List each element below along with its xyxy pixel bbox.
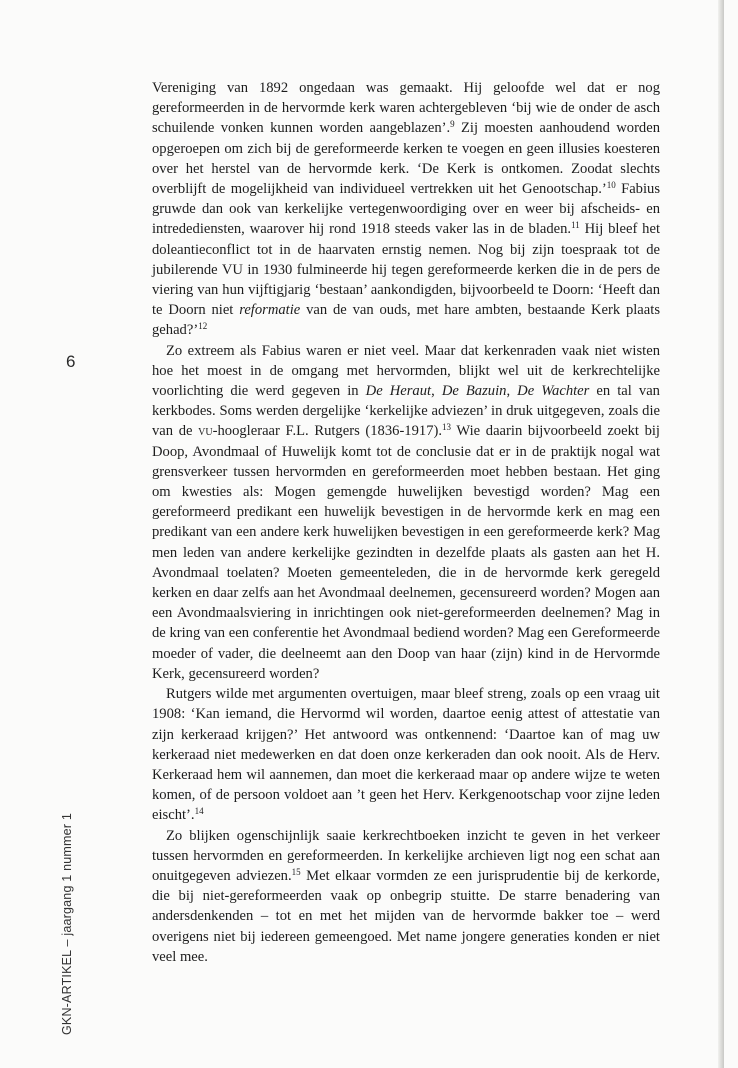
text-run: Zo blijken ogenschijnlijk saaie kerkrechtboeken inzicht te geven in het verkeer tussen hervormden en gereformeerden. In kerkelijke archieven ligt nog een schat aan onuitgegeven adviezen.: [152, 827, 660, 884]
text-run: Met elkaar vormden ze een jurisprudentie bij de kerkorde, die bij niet-gereformeerden vaak op onbegrip stuitte. De starre benadering van andersdenkenden – tot en met het mijden van de hervormde bakker toe – werd overigens niet bij iedereen gemeengoed. Met name jongere generaties konden er niet veel mee.: [152, 867, 660, 965]
text-run: Zij moesten aanhoudend worden opgeroepen om zich bij de gereformeerde kerken te voegen en geen illusies koesteren over het herstel van de hervormde kerk. ‘De Kerk is ontkomen. Zoodat slechts overblijft de mogelijkheid van individueel vertrekken uit het Genootschap.’: [152, 120, 660, 198]
text-run: Rutgers wilde met argumenten overtuigen, maar bleef streng, zoals op een vraag uit 1908: ‘Kan iemand, die Hervormd wil worden, daartoe eenig attest of attestatie van zijn kerkeraad krijgen?’ Het antwoord was ontkennend: ‘Daartoe kan of mag uw kerkeraad niet medewerken en dat doen onze kerkeraden dan ook nooit. Als de Herv. Kerkeraad hem wil aannemen, dan moet die kerkeraad maar op andere wijze te weten komen, of de persoon voldoet aan ’t geen het Herv. Kerkgenootschap voor zijne leden eischt’.: [152, 686, 660, 824]
footnote-ref-12[interactable]: 12: [198, 321, 208, 332]
footnote-ref-14[interactable]: 14: [194, 806, 204, 817]
text-run: en tal van kerkbodes. Soms werden dergelijke ‘kerkelijke adviezen’ in druk uitgegeven, zoals die van de: [152, 383, 660, 440]
emphasis: De Heraut: [365, 383, 432, 400]
footnote-ref-13[interactable]: 13: [442, 422, 452, 433]
footnote-ref-9[interactable]: 9: [450, 119, 455, 130]
text-run: -hoogleraar F.L. Rutgers (1836-1917).: [212, 423, 443, 440]
emphasis: reformatie: [239, 302, 301, 319]
text-run: Fabius gruwde dan ook van kerkelijke vertegenwoordiging over en weer bij afscheids- en intredediensten, waarover hij rond 1918 steeds vaker las in de bladen.: [152, 181, 660, 238]
emphasis: De Bazuin: [441, 383, 507, 400]
running-head: GKN-ARTIKEL – jaargang 1 nummer 1: [60, 813, 74, 1035]
emphasis: De Wachter: [517, 383, 590, 400]
article-body: [152, 78, 660, 967]
text-run: Wie daarin bijvoorbeeld zoekt bij Doop, Avondmaal of Huwelijk komt tot de conclusie dat er in de praktijk nogal wat grensverkeer tussen hervormden en gereformeerden moet hebben bestaan. Het ging om kwesties als: Mogen gemengde huwelijken bevestigd worden? Mag een gereformeerd predikant een huwelijk bevestigen in de hervormde kerk en mag een predikant van een andere kerk huwelijken bevestigen in een gereformeerde kerk? Mag men leden van andere kerkelijke gezindten in dezelfde plaats als gasten aan het H. Avondmaal toelaten? Moeten gemeenteleden, die in de hervormde kerk geregeld kerken en daar zelfs aan het Avondmaal deelnemen, gecensureerd worden? Mogen aan een Avondmaalsviering in inrichtingen ook niet-gereformeerden deelnemen? Mag in de kring van een conferentie het Avondmaal bediend worden? Mag een Gereformeerde moeder of vader, die deelneemt aan den Doop van haar (zijn) kind in de Hervormde Kerk, gecensureerd worden?: [152, 423, 660, 682]
footnote-ref-15[interactable]: 15: [291, 866, 301, 877]
paragraph-4: [152, 826, 660, 967]
page-edge: [718, 0, 724, 1068]
paragraph-3: [152, 684, 660, 825]
footnote-ref-11[interactable]: 11: [571, 220, 580, 231]
text-run: van de van ouds, met hare ambten, bestaande Kerk plaats gehad?’: [152, 302, 660, 339]
small-caps: vu: [198, 423, 213, 440]
text-run: ,: [431, 383, 442, 400]
text-run: Zo extreem als Fabius waren er niet veel. Maar dat kerkenraden vaak niet wisten hoe het moest in de omgang met hervormden, blijkt wel uit de kerkrechtelijke voorlichting die werd gegeven in: [152, 342, 660, 400]
text-run: Vereniging van 1892 ongedaan was gemaakt. Hij geloofde wel dat er nog gereformeerden in de hervormde kerk waren achtergebleven ‘bij wie de onder de asch schuilende vonken kunnen worden aangeblazen’.: [152, 80, 660, 137]
text-run: Hij bleef het doleantieconflict tot in de haarvaten ernstig nemen. Nog bij zijn toespraak tot de jubilerende VU in 1930 fulmineerde hij tegen gereformeerde kerken die in de pers de viering van hun vijftigjarig ‘bestaan’ aankondigden, bijvoorbeeld te Doorn: ‘Heeft dan te Doorn niet: [152, 221, 660, 319]
text-run: ,: [506, 383, 518, 400]
page-number: 6: [66, 352, 76, 371]
footnote-ref-10[interactable]: 10: [606, 180, 616, 191]
paragraph-1: [152, 78, 660, 341]
paragraph-2: [152, 341, 660, 684]
